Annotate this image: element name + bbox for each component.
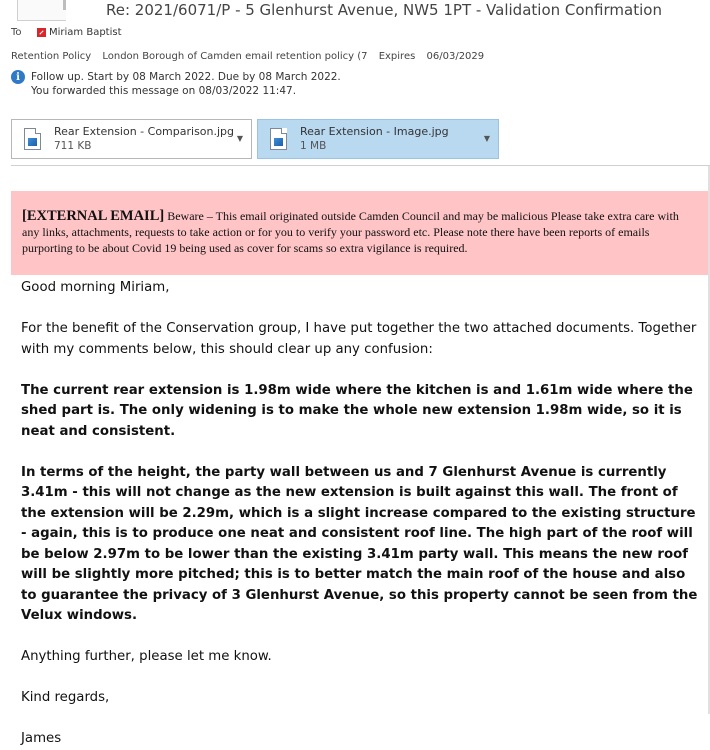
attachment-name: Rear Extension - Image.jpg (300, 125, 449, 138)
retention-label: Retention Policy (11, 51, 92, 62)
followup-text: Follow up. Start by 08 March 2022. Due by 08 March 2022. (31, 71, 341, 83)
attachment-image[interactable] (257, 119, 499, 159)
attachment-size: 1 MB (300, 140, 327, 152)
to-label: To (11, 27, 22, 38)
chevron-down-icon[interactable]: ▼ (236, 134, 243, 143)
body-paragraph: Anything further, please let me know. (21, 649, 272, 664)
body-paragraph: For the benefit of the Conservation group, I have put together the two attached documents. Together with my comments below, this should clear up any confusion: (21, 321, 697, 357)
to-row (11, 27, 122, 38)
recipient-chip[interactable] (37, 27, 122, 38)
info-icon: i (11, 70, 25, 84)
expires-label: Expires (378, 51, 416, 62)
greeting: Good morning Miriam, (21, 280, 170, 295)
warning-tag: [EXTERNAL EMAIL] (22, 208, 165, 224)
body-paragraph-bold: The current rear extension is 1.98m wide where the kitchen is and 1.61m wide where the shed part is. The only widening is to make the whole new extension 1.98m wide, so it is neat and consistent. (21, 382, 693, 439)
image-file-icon (270, 128, 287, 150)
body-paragraph-bold: In terms of the height, the party wall between us and 7 Glenhurst Avenue is currently 3.41m - this will not change as the new extension is built against this wall. The front of the extension will be 2.29m, which is a slight increase compared to the existing structure - again, this is to produce one neat and consistent roof line. The high part of the roof will be below 2.97m to be lower than the existing 3.41m party wall. This means the new roof will be slightly more pitched; this is to better match the main roof of the house and also to guarantee the privacy of 3 Glenhurst Avenue, so this property cannot be seen from the Velux windows. (21, 464, 698, 623)
chevron-down-icon[interactable]: ▼ (483, 134, 490, 143)
closing: Kind regards, (21, 690, 110, 705)
signature: James (21, 731, 62, 746)
recipient-name: Miriam Baptist (49, 27, 122, 38)
expires-value: 06/03/2029 (426, 51, 485, 62)
image-file-icon (24, 128, 41, 150)
retention-value: London Borough of Camden email retention policy (7 (102, 51, 368, 62)
retention-policy-row (11, 51, 492, 62)
warning-text: Beware – This email originated outside Camden Council and may be malicious Please take extra care with any links, attachments, requests to take action or for you to verify your password etc. Please note there have been reports of emails purporting to be about Covid 19 being used as cover for scams so extra vigilance is required. (22, 209, 679, 255)
header-divider (11, 165, 710, 166)
attachment-size: 711 KB (54, 140, 92, 152)
contact-status-icon (37, 28, 46, 37)
info-bar (11, 69, 341, 99)
forwarded-text: You forwarded this message on 08/03/2022 11:47. (31, 85, 297, 97)
external-email-warning (11, 191, 708, 275)
email-subject: Re: 2021/6071/P - 5 Glenhurst Avenue, NW5 1PT - Validation Confirmation (106, 1, 662, 19)
email-body (21, 278, 705, 750)
attachment-comparison[interactable] (11, 119, 252, 159)
attachment-list (11, 119, 499, 159)
attachment-name: Rear Extension - Comparison.jpg (54, 125, 235, 138)
sender-avatar (17, 0, 66, 21)
